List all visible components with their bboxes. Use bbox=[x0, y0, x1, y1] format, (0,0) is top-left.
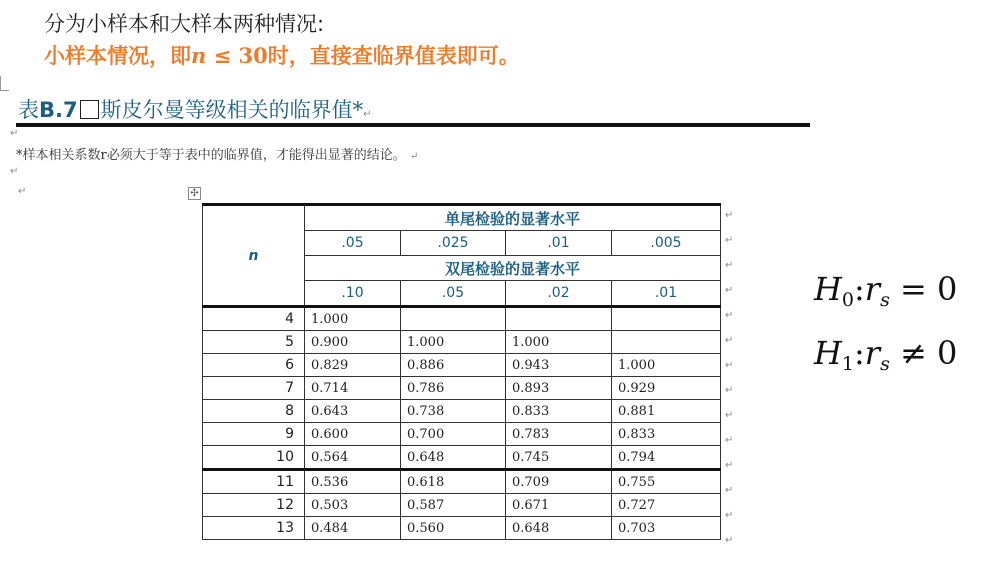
hyp-h: H bbox=[814, 334, 842, 372]
table-row bbox=[203, 400, 721, 423]
table-row bbox=[203, 331, 721, 354]
n-value: 13 bbox=[203, 517, 305, 540]
n-value: 12 bbox=[203, 494, 305, 517]
paragraph-mark-icon: ↵ bbox=[725, 510, 734, 521]
table-title bbox=[18, 94, 372, 124]
highlight-number: 30 bbox=[238, 43, 268, 68]
hyp-r-subscript: s bbox=[880, 353, 890, 375]
intro-text: 分为小样本和大样本两种情况: bbox=[44, 12, 325, 36]
two-tail-level: .10 bbox=[305, 281, 401, 307]
critical-value: 0.727 bbox=[612, 494, 721, 517]
paragraph-mark-icon: ↵ bbox=[10, 166, 19, 177]
two-tail-level: .01 bbox=[612, 281, 721, 307]
critical-value bbox=[612, 331, 721, 354]
paragraph-mark-icon: ↵ bbox=[725, 535, 734, 546]
critical-value: 0.833 bbox=[612, 423, 721, 446]
table-title-prefix: 表 bbox=[18, 98, 39, 122]
n-value: 4 bbox=[203, 307, 305, 331]
highlight-var: n bbox=[191, 43, 207, 68]
critical-value: 0.786 bbox=[401, 377, 506, 400]
critical-value: 0.648 bbox=[401, 446, 506, 470]
critical-value: 0.943 bbox=[506, 354, 612, 377]
critical-value: 0.618 bbox=[401, 470, 506, 494]
critical-value: 1.000 bbox=[305, 307, 401, 331]
null-hypothesis: $H_0:r_s = 0$ bbox=[814, 270, 958, 311]
paragraph-mark-icon: ↵ bbox=[725, 335, 734, 346]
two-tail-caption: 双尾检验的显著水平 bbox=[305, 256, 721, 281]
critical-value: 0.643 bbox=[305, 400, 401, 423]
n-value: 9 bbox=[203, 423, 305, 446]
critical-value bbox=[612, 307, 721, 331]
critical-value: 0.703 bbox=[612, 517, 721, 540]
table-row bbox=[203, 354, 721, 377]
critical-value: 1.000 bbox=[506, 331, 612, 354]
hyp-h: H bbox=[814, 270, 842, 308]
hyp-value: 0 bbox=[937, 270, 958, 308]
paragraph-mark-icon: ↵ bbox=[10, 128, 19, 139]
paragraph-mark-icon: ↵ bbox=[725, 260, 734, 271]
critical-value: 0.886 bbox=[401, 354, 506, 377]
critical-value: 0.648 bbox=[506, 517, 612, 540]
highlight-text bbox=[44, 40, 520, 70]
paragraph-mark-icon: ↵ bbox=[725, 210, 734, 221]
highlight-prefix: 小样本情况，即 bbox=[44, 44, 191, 68]
checkbox-icon bbox=[80, 100, 99, 119]
critical-value bbox=[401, 307, 506, 331]
highlight-suffix: 时，直接查临界值表即可。 bbox=[267, 44, 520, 68]
hyp-subscript: 1 bbox=[841, 353, 854, 375]
one-tail-caption: 单尾检验的显著水平 bbox=[305, 205, 721, 231]
table-row bbox=[203, 307, 721, 331]
paragraph-mark-icon: ↵ bbox=[725, 485, 734, 496]
hyp-r-subscript: s bbox=[880, 289, 890, 311]
table-title-name: 斯皮尔曼等级相关的临界值* bbox=[100, 98, 364, 122]
highlight-relation: ≤ bbox=[206, 44, 239, 68]
paragraph-mark-icon: ↵ bbox=[725, 360, 734, 371]
table-note-text: *样本相关系数r必须大于等于表中的临界值，才能得出显著的结论。 bbox=[16, 148, 406, 163]
critical-value: 0.755 bbox=[612, 470, 721, 494]
margin-corner-mark bbox=[0, 76, 9, 91]
critical-value: 0.829 bbox=[305, 354, 401, 377]
hyp-operator: ≠ bbox=[900, 334, 927, 372]
critical-values-table bbox=[202, 203, 721, 540]
critical-value: 0.587 bbox=[401, 494, 506, 517]
critical-value: 0.738 bbox=[401, 400, 506, 423]
n-value: 10 bbox=[203, 446, 305, 470]
one-tail-level: .025 bbox=[401, 231, 506, 256]
critical-value: 0.600 bbox=[305, 423, 401, 446]
hyp-subscript: 0 bbox=[841, 289, 854, 311]
critical-value: 0.783 bbox=[506, 423, 612, 446]
paragraph-mark-icon: ↵ bbox=[725, 235, 734, 246]
alternative-hypothesis: $H_1:r_s \ne 0$ bbox=[814, 334, 958, 375]
paragraph-mark-icon: ↵ bbox=[363, 109, 372, 120]
table-row bbox=[203, 470, 721, 494]
n-value: 7 bbox=[203, 377, 305, 400]
table-note bbox=[16, 144, 418, 163]
two-tail-level: .02 bbox=[506, 281, 612, 307]
table-row bbox=[203, 517, 721, 540]
n-header: n bbox=[203, 205, 305, 307]
critical-value: 0.900 bbox=[305, 331, 401, 354]
critical-value: 0.536 bbox=[305, 470, 401, 494]
hyp-operator: = bbox=[900, 270, 927, 308]
n-value: 11 bbox=[203, 470, 305, 494]
critical-value: 0.700 bbox=[401, 423, 506, 446]
table-row bbox=[203, 446, 721, 470]
table-row bbox=[203, 423, 721, 446]
paragraph-mark-icon: ↵ bbox=[725, 310, 734, 321]
critical-value: 0.503 bbox=[305, 494, 401, 517]
critical-value: 0.671 bbox=[506, 494, 612, 517]
critical-value: 0.560 bbox=[401, 517, 506, 540]
table-row bbox=[203, 494, 721, 517]
paragraph-mark-icon: ↵ bbox=[18, 186, 27, 197]
critical-value: 0.833 bbox=[506, 400, 612, 423]
critical-value: 0.745 bbox=[506, 446, 612, 470]
one-tail-level: .005 bbox=[612, 231, 721, 256]
table-row bbox=[203, 377, 721, 400]
table-title-code: B.7 bbox=[39, 98, 78, 122]
table-move-handle-icon[interactable]: ✣ bbox=[188, 187, 201, 200]
paragraph-mark-icon: ↵ bbox=[725, 435, 734, 446]
paragraph-mark-icon: ↵ bbox=[725, 385, 734, 396]
header-row-one-tail-caption bbox=[203, 205, 721, 231]
paragraph-mark-icon: ↵ bbox=[725, 460, 734, 471]
hyp-r: r bbox=[864, 334, 881, 372]
critical-value: 1.000 bbox=[401, 331, 506, 354]
hyp-value: 0 bbox=[937, 334, 958, 372]
two-tail-level: .05 bbox=[401, 281, 506, 307]
critical-value: 0.484 bbox=[305, 517, 401, 540]
critical-value: 0.709 bbox=[506, 470, 612, 494]
critical-value: 0.929 bbox=[612, 377, 721, 400]
n-value: 5 bbox=[203, 331, 305, 354]
title-rule bbox=[16, 123, 810, 127]
one-tail-level: .01 bbox=[506, 231, 612, 256]
critical-value: 0.714 bbox=[305, 377, 401, 400]
critical-value: 0.881 bbox=[612, 400, 721, 423]
critical-value: 0.794 bbox=[612, 446, 721, 470]
paragraph-mark-icon: ↵ bbox=[409, 151, 419, 162]
row-end-marks bbox=[725, 203, 737, 553]
n-value: 6 bbox=[203, 354, 305, 377]
n-value: 8 bbox=[203, 400, 305, 423]
paragraph-mark-icon: ↵ bbox=[725, 285, 734, 296]
critical-value: 0.893 bbox=[506, 377, 612, 400]
hyp-r: r bbox=[864, 270, 881, 308]
critical-value: 1.000 bbox=[612, 354, 721, 377]
critical-value: 0.564 bbox=[305, 446, 401, 470]
paragraph-mark-icon: ↵ bbox=[725, 410, 734, 421]
critical-value bbox=[506, 307, 612, 331]
one-tail-level: .05 bbox=[305, 231, 401, 256]
